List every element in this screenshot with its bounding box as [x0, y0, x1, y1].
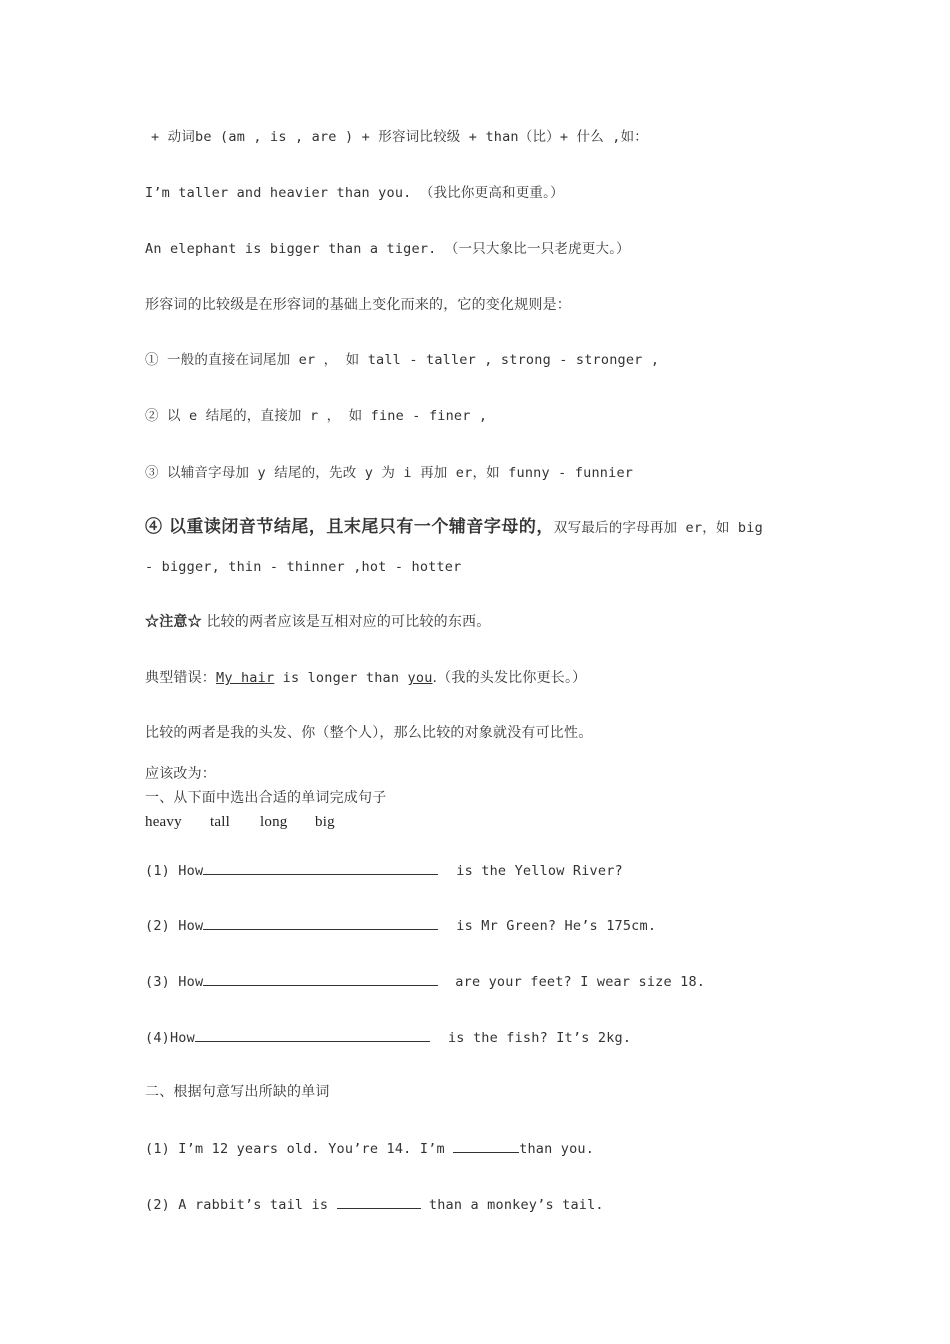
exercise-sentence-end: than you. [519, 1141, 595, 1157]
note-text: 比较的两者应该是互相对应的可比较的东西。 [201, 614, 491, 630]
typical-error-label: 典型错误： [145, 670, 216, 686]
exercise-1-item-2 [145, 915, 656, 936]
rule-1: ① 一般的直接在词尾加 er ， 如 tall - taller , strong - stronger , [145, 352, 660, 368]
exercise-1-item-3 [145, 971, 705, 992]
underlined-you: you [407, 670, 433, 686]
rules-heading: 形容词的比较级是在形容词的基础上变化而来的，它的变化规则是： [145, 297, 571, 313]
answer-blank[interactable] [453, 1138, 519, 1153]
exercise-sentence-start: (1) I’m 12 years old. You’re 14. I’m [145, 1141, 454, 1157]
exercise-question: is Mr Green? He’s 175cm. [456, 918, 657, 934]
exercise-question: are your feet? I wear size 18. [455, 974, 706, 990]
answer-blank[interactable] [195, 1027, 430, 1042]
exercise-1-item-4 [145, 1027, 631, 1048]
word-bank-item: tall [210, 814, 230, 830]
exercise-question: is the fish? It’s 2kg. [447, 1030, 632, 1046]
word-bank-item: long [260, 814, 288, 830]
example-sentence-2: An elephant is bigger than a tiger. （一只大象比一只老虎更大。） [145, 241, 630, 257]
exercise-number: (3) How [145, 974, 204, 990]
rule-4-emphasis: ④ 以重读闭音节结尾，且末尾只有一个辅音字母的， [145, 517, 554, 537]
exercise-number: (4)How [145, 1030, 195, 1046]
error-translation: .（我的头发比你更长。） [432, 670, 587, 686]
rule-intro-line: + 动词be (am , is , are ) + 形容词比较级 + than（比）+ 什么 ,如： [151, 129, 648, 145]
exercise-sentence-start: (2) A rabbit’s tail is [145, 1197, 337, 1213]
typical-error-line [145, 668, 586, 688]
answer-blank[interactable] [337, 1194, 421, 1209]
note-line [145, 612, 490, 632]
exercise-2-item-1 [145, 1138, 594, 1159]
exercise-1-item-1 [145, 860, 623, 881]
rule-2: ② 以 e 结尾的，直接加 r ， 如 fine - finer , [145, 408, 488, 424]
exercise-number: (2) How [145, 918, 204, 934]
underlined-my-hair: My hair [216, 670, 275, 686]
note-label: ☆注意☆ [145, 614, 202, 630]
explanation-line: 比较的两者是我的头发、你（整个人），那么比较的对象就没有可比性。 [145, 725, 593, 741]
rule-4-continued: - bigger, thin - thinner ,hot - hotter [145, 559, 462, 575]
rule-4-tail: 双写最后的字母再加 er，如 big [553, 520, 763, 536]
exercise-sentence-end: than a monkey’s tail. [420, 1197, 604, 1213]
answer-blank[interactable] [203, 971, 438, 986]
answer-blank[interactable] [203, 860, 438, 875]
word-bank-item: big [315, 814, 335, 830]
exercise-2-item-2 [145, 1194, 604, 1215]
answer-blank[interactable] [203, 915, 438, 930]
error-middle: is longer than [274, 670, 408, 686]
section-2-heading: 二、根据句意写出所缺的单词 [145, 1084, 330, 1100]
exercise-number: (1) How [145, 863, 204, 879]
example-sentence-1: I’m taller and heavier than you. （我比你更高和更重。） [145, 185, 564, 201]
rule-3: ③ 以辅音字母加 y 结尾的，先改 y 为 i 再加 er，如 funny - funnier [145, 465, 634, 481]
word-bank [145, 812, 335, 832]
word-bank-item: heavy [145, 814, 182, 830]
correction-label: 应该改为： [145, 766, 216, 782]
exercise-question: is the Yellow River? [456, 863, 623, 879]
section-1-heading: 一、从下面中选出合适的单词完成句子 [145, 790, 387, 806]
rule-4 [145, 517, 763, 538]
